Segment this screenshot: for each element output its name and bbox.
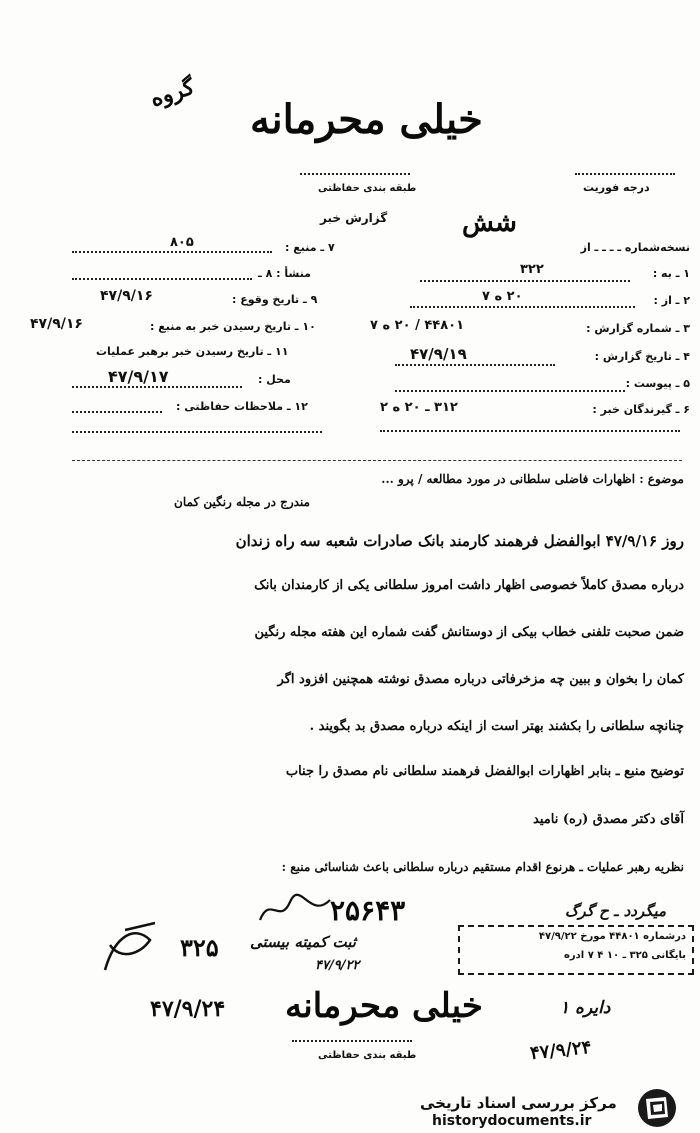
body-line-5: چنانچه سلطانی را بکشند بهتر است از اینکه درباره مصدق بد بگویند . <box>309 719 684 734</box>
footer-classification-label: طبقه بندی حفاظتی <box>318 1050 417 1061</box>
copy-number-handwritten: شش <box>462 208 517 238</box>
footer-department: دایره ۱ <box>560 998 611 1018</box>
origin-dots <box>72 278 252 280</box>
body-line-8: نظریه رهبر عملیات ـ هرنوع اقدام مستقیم درباره سلطانی باعث شناسائی منبع : <box>281 860 684 874</box>
signature-scribble-2 <box>95 915 165 985</box>
news-to-source-label: ۱۰ ـ تاریخ رسیدن خبر به منبع : <box>150 320 316 333</box>
footer-date-right: ۴۷/۹/۲۴ <box>529 1036 593 1065</box>
classification-dots <box>300 173 410 175</box>
report-date-value: ۴۷/۹/۱۹ <box>410 345 467 363</box>
margin-handwritten-note: گروه <box>147 73 198 113</box>
body-line-6: توضیح منبع ـ بنابر اظهارات ابوالفضل فرهمند سلطانی نام مصدق را جناب <box>285 764 684 779</box>
action-note: میگردد ـ ح گرگ <box>565 902 667 920</box>
source-dots <box>72 251 272 253</box>
classification-label: طبقه بندی حفاظتی <box>318 183 417 194</box>
archive-box-line-2: بایگانی ۳۲۵ ـ ۱۰ ۴ ۷ ادره <box>563 950 686 961</box>
footer-dots <box>292 1040 412 1042</box>
urgency-label: درجه فوریت <box>583 181 650 194</box>
handwritten-325: ۳۲۵ <box>180 933 219 962</box>
security-notes-dots <box>72 411 162 413</box>
occurrence-date-value: ۴۷/۹/۱۶ <box>100 288 153 304</box>
copy-number-label: نسخه‌شماره ـ ـ ـ ـ از <box>580 241 690 254</box>
report-number-value: ۴۴۸۰۱ / ۲۰ ه ۷ <box>370 318 465 333</box>
handwritten-big-number: ۲۵۶۴۳ <box>330 894 406 927</box>
occurrence-date-label: ۹ ـ تاریخ وقوع : <box>232 293 318 306</box>
recipients-dots <box>380 430 680 432</box>
report-date-label: ۴ ـ تاریخ گزارش : <box>594 350 690 363</box>
attachment-dots <box>395 390 625 392</box>
from-dots <box>410 306 635 308</box>
watermark-url: historydocuments.ir <box>432 1113 592 1129</box>
to-value: ۳۲۲ <box>520 262 544 277</box>
subject-line-1: موضوع : اظهارات فاضلی سلطانی در مورد مطالعه / پرو ... <box>381 472 684 486</box>
news-to-ops-label: ۱۱ ـ تاریخ رسیدن خبر برهبر عملیات <box>96 345 289 358</box>
recipients-value: ۳۱۲ ـ ۲۰ ه ۲ <box>380 400 458 415</box>
body-line-3: ضمن صحبت تلفنی خطاب بیکی از دوستانش گفت شماره این هفته مجله رنگین <box>254 625 684 640</box>
handwritten-date-small: ۴۷/۹/۲۲ <box>315 958 360 973</box>
report-number-label: ۳ ـ شماره گزارش : <box>586 322 690 335</box>
signature-scribble-1 <box>255 890 335 930</box>
source-value: ۸۰۵ <box>170 235 194 250</box>
origin-label: منشأ : ۸ ـ <box>258 267 311 280</box>
to-label: ۱ ـ به : <box>652 267 690 280</box>
source-label: ۷ ـ منبع : <box>285 241 335 254</box>
urgency-dots <box>575 173 675 175</box>
from-label: ۲ ـ از : <box>653 294 690 307</box>
footer-date-left: ۴۷/۹/۲۴ <box>150 996 226 1022</box>
report-date-dots <box>395 364 555 366</box>
footer-classification-title: خیلی محرمانه <box>285 986 483 1026</box>
body-line-2: درباره مصدق کاملاً خصوصی اظهار داشت امروز سلطانی یکی از کارمندان بانک <box>254 578 684 593</box>
body-line-7: آقای دکتر مصدق (ره) نامید <box>533 812 684 827</box>
security-notes-dots-2 <box>72 431 322 433</box>
location-label: محل : <box>258 373 291 386</box>
subject-line-2: مندرج در مجله رنگین کمان <box>174 495 310 509</box>
news-to-source-value: ۴۷/۹/۱۶ <box>30 316 83 332</box>
to-dots <box>420 280 630 282</box>
body-line-4: کمان را بخوان و ببین چه مزخرفاتی درباره مصدق نوشته همچنین افزود اگر <box>277 672 684 687</box>
classification-title: خیلی محرمانه <box>250 96 483 143</box>
location-value: ۴۷/۹/۱۷ <box>108 367 169 386</box>
from-value: ۲۰ ه ۷ <box>482 289 523 304</box>
handwritten-mid-note: ثبت کمیته بیستی <box>250 933 356 951</box>
separator-rule-top <box>72 460 682 461</box>
security-notes-label: ۱۲ ـ ملاحظات حفاظتی : <box>176 400 308 413</box>
report-title: گزارش خبر <box>320 211 388 225</box>
body-line-1: روز ۴۷/۹/۱۶ ابوالفضل فرهمند کارمند بانک صادرات شعبه سه راه زندان <box>235 532 684 550</box>
location-dots <box>72 386 242 388</box>
archive-box-line-1: درشماره ۴۴۸۰۱ مورخ ۴۷/۹/۲۲ <box>538 931 686 942</box>
recipients-label: ۶ ـ گیرندگان خبر : <box>592 403 690 416</box>
watermark-org: مرکز بررسی اسناد تاریخی <box>420 1094 617 1112</box>
attachment-label: ۵ ـ پیوست : <box>625 377 690 390</box>
archive-logo-icon <box>636 1087 678 1129</box>
